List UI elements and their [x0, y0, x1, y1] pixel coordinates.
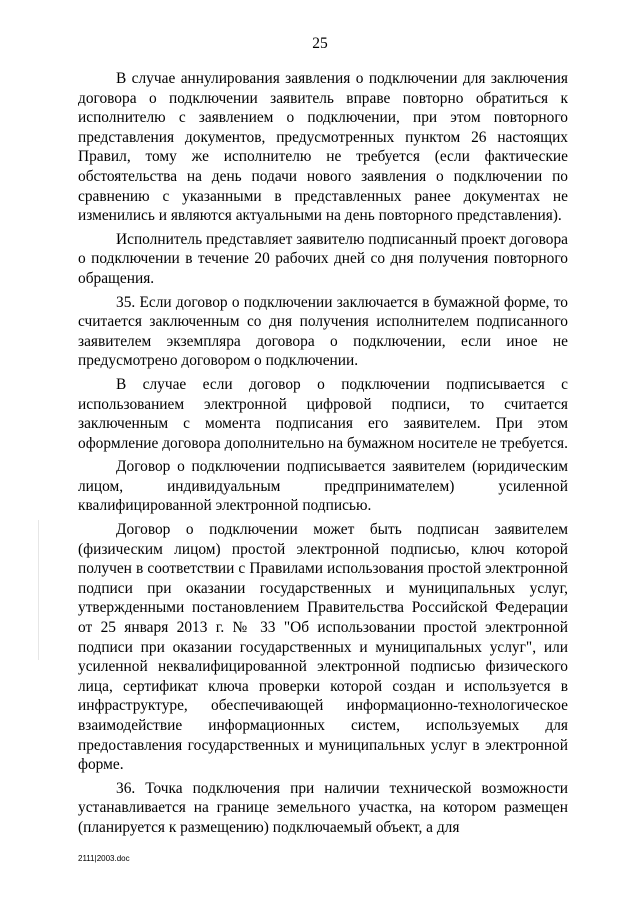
paragraph-digital-signature: В случае если договор о подключении подписывается с использованием электронной цифровой подписи, то считается заключенным с момента подписания его заявителем. При этом оформление договора дополнительно на бумажном носителе не требуется. [78, 375, 568, 452]
paragraph-simple-signature: Договор о подключении может быть подписан заявителем (физическим лицом) простой электронной подписью, ключ которой получен в соответствии с Правилами использования простой электронной подписи при оказании государственных и муниципальных услуг, утвержденными постановлением Правительства Российской Федерации от 25 января 2013 г. № 33 "Об использовании простой электронной подписи при оказании государственных и муниципальных услуг", или усиленной неквалифицированной электронной подписью физического лица, сертификат ключа проверки которой создан и используется в инфраструктуре, обеспечивающей информационно-технологическое взаимодействие информационных систем, используемых для предоставления государственных и муниципальных услуг в электронной форме. [78, 521, 568, 774]
paragraph-annulment: В случае аннулирования заявления о подключении для заключения договора о подключении заявитель вправе повторно обратиться к исполнителю с заявлением о подключении, при этом повторного представления документов, предусмотренных пунктом 26 настоящих Правил, тому же исполнителю не требуется (если фактические обстоятельства на день подачи нового заявления о подключении по сравнению с указанными в представленных ранее документах не изменились и являются актуальными на день повторного представления). [78, 70, 568, 225]
page-number: 25 [312, 35, 328, 52]
footer-filename: 2111|2003.doc [78, 854, 130, 863]
paragraph-draft-contract: Исполнитель представляет заявителю подписанный проект договора о подключении в течение 20 рабочих дней со дня получения повторного обращения. [78, 230, 568, 287]
margin-mark [38, 520, 39, 660]
page-body [78, 69, 568, 838]
paragraph-qualified-signature: Договор о подключении подписывается заявителем (юридическим лицом, индивидуальным предпринимателем) усиленной квалифицированной электронной подписью. [78, 458, 568, 515]
paragraph-clause-36: 36. Точка подключения при наличии технической возможности устанавливается на границе земельного участка, на котором размещен (планируется к размещению) подключаемый объект, а для [78, 779, 568, 836]
paragraph-clause-35: 35. Если договор о подключении заключается в бумажной форме, то считается заключенным со дня получения исполнителем подписанного заявителем экземпляра договора о подключении, если иное не предусмотрено договором о подключении. [78, 293, 568, 370]
